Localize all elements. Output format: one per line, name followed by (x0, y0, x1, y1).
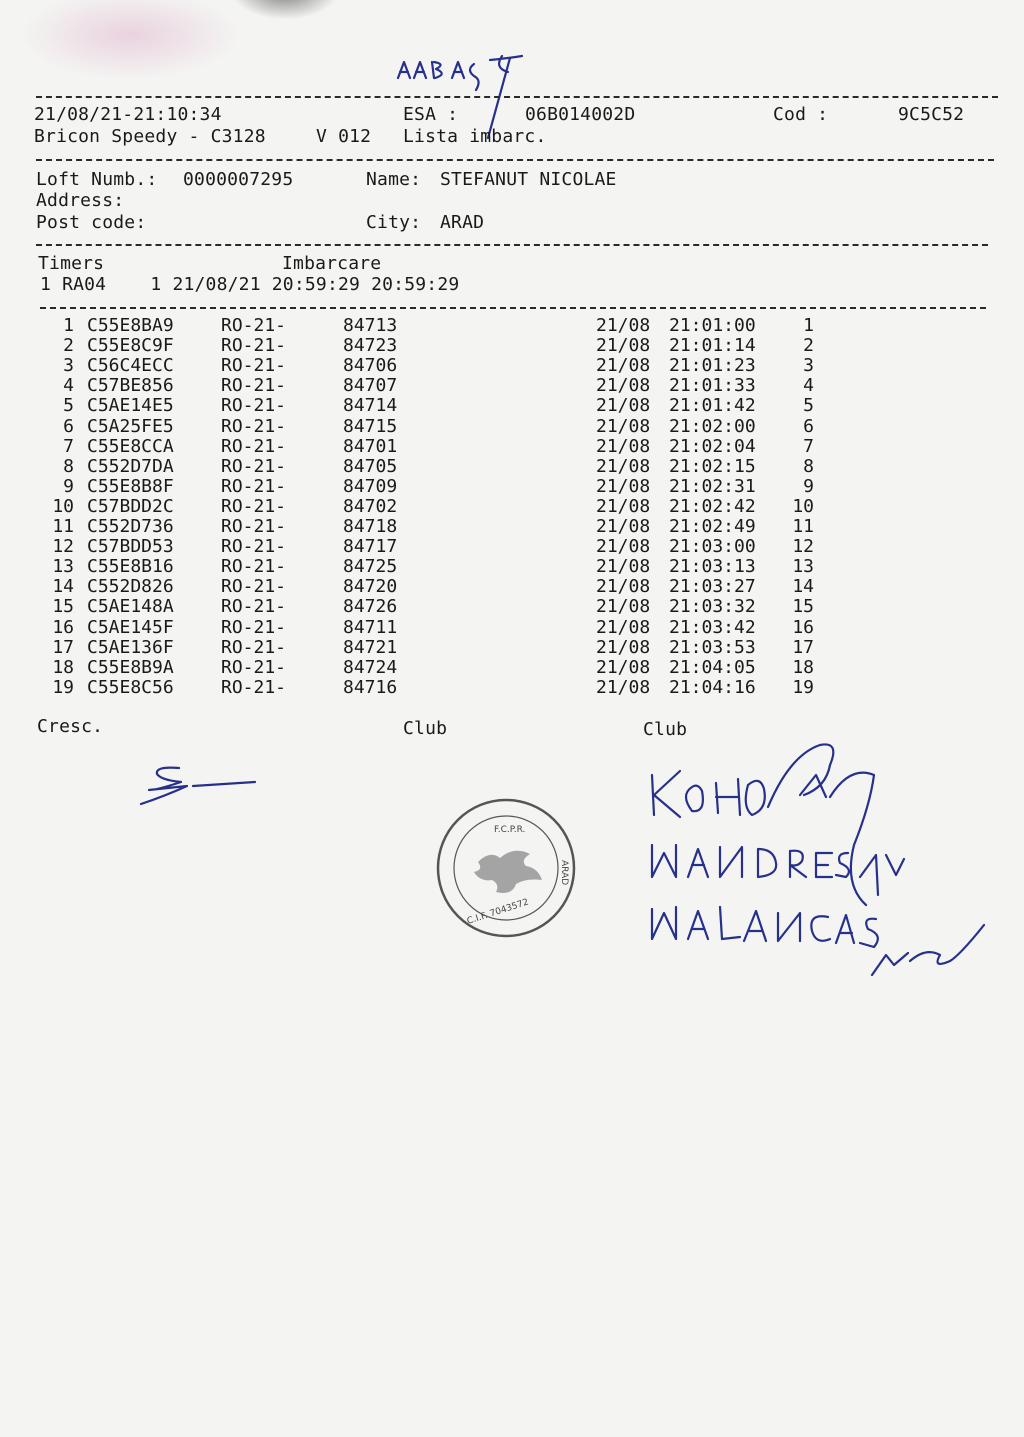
loft-value: 0000007295 (183, 169, 294, 190)
order-number: 14 (792, 576, 814, 598)
time: 21:04:16 (669, 676, 756, 698)
document-type: Lista imbarc. (403, 126, 547, 147)
ring-prefix: RO-21- (221, 636, 287, 658)
ring-prefix: RO-21- (221, 395, 287, 417)
ring-prefix: RO-21- (221, 576, 287, 598)
date: 21/08 (596, 656, 651, 678)
ring-number: 84724 (343, 656, 398, 678)
city-value: ARAD (440, 212, 485, 233)
ring-number: 84713 (343, 315, 398, 336)
separator (36, 244, 988, 246)
ring-prefix: RO-21- (221, 556, 287, 578)
time: 21:01:23 (669, 355, 756, 377)
date: 21/08 (596, 455, 651, 477)
date: 21/08 (596, 616, 651, 638)
chip-id: C57BDD2C (87, 495, 174, 517)
chip-id: C552D736 (87, 516, 174, 537)
time: 21:03:27 (669, 576, 756, 598)
ring-prefix: RO-21- (221, 616, 287, 638)
date: 21/08 (596, 576, 651, 598)
row-index: 7 (63, 435, 74, 457)
date: 21/08 (596, 596, 651, 618)
date: 21/08 (596, 556, 651, 578)
chip-id: C57BE856 (87, 375, 174, 397)
stamp-center-text: F.C.P.R. (494, 825, 526, 835)
row-index: 11 (52, 516, 74, 537)
row-index: 12 (52, 536, 74, 558)
timer-line: 1 RA04 1 21/08/21 20:59:29 20:59:29 (40, 274, 460, 295)
postcode-label: Post code: (36, 212, 147, 233)
time: 21:01:00 (669, 315, 756, 336)
ring-prefix: RO-21- (221, 355, 287, 377)
order-number: 16 (792, 616, 814, 638)
row-index: 16 (52, 616, 74, 638)
order-number: 13 (792, 556, 814, 578)
ring-prefix: RO-21- (221, 475, 287, 497)
ring-prefix: RO-21- (221, 495, 287, 517)
chip-id: C5AE14E5 (87, 395, 174, 417)
row-index: 9 (63, 475, 74, 497)
imbarcare-label: Imbarcare (282, 253, 382, 274)
ring-prefix: RO-21- (221, 455, 287, 477)
date: 21/08 (596, 475, 651, 497)
ring-number: 84715 (343, 415, 398, 437)
chip-id: C5AE136F (87, 636, 174, 658)
ring-prefix: RO-21- (221, 676, 287, 698)
club-label-1: Club (403, 718, 448, 739)
ring-number: 84717 (343, 536, 398, 558)
club-name: Bricon Speedy - C3128 (34, 126, 266, 147)
club-label-2: Club (643, 719, 688, 740)
chip-id: C5AE148A (87, 596, 174, 618)
row-index: 5 (63, 395, 74, 417)
order-number: 17 (792, 636, 814, 658)
ring-number: 84707 (343, 375, 398, 397)
time: 21:02:04 (669, 435, 756, 457)
timers-label: Timers (38, 253, 105, 274)
row-index: 2 (63, 335, 74, 357)
cod-value: 9C5C52 (898, 104, 965, 125)
date: 21/08 (596, 335, 651, 357)
date: 21/08 (596, 676, 651, 698)
order-number: 6 (803, 415, 814, 437)
order-number: 4 (803, 375, 814, 397)
chip-id: C55E8BA9 (87, 315, 174, 336)
row-index: 13 (52, 556, 74, 578)
order-number: 15 (792, 596, 814, 618)
row-index: 3 (63, 355, 74, 377)
chip-id: C55E8C9F (87, 335, 174, 357)
date: 21/08 (596, 495, 651, 517)
loft-label: Loft Numb.: (36, 169, 158, 190)
time: 21:02:15 (669, 455, 756, 477)
time: 21:01:33 (669, 375, 756, 397)
ring-prefix: RO-21- (221, 435, 287, 457)
order-number: 8 (803, 455, 814, 477)
ring-number: 84706 (343, 355, 398, 377)
order-number: 2 (803, 335, 814, 357)
version: V 012 (316, 126, 372, 147)
time: 21:03:42 (669, 616, 756, 638)
ring-number: 84723 (343, 335, 398, 357)
date: 21/08 (596, 516, 651, 537)
time: 21:02:49 (669, 516, 756, 537)
row-index: 14 (52, 576, 74, 598)
name-label: Name: (366, 169, 422, 190)
time: 21:02:42 (669, 495, 756, 517)
name-value: STEFANUT NICOLAE (440, 169, 617, 190)
ring-prefix: RO-21- (221, 375, 287, 397)
chip-id: C552D7DA (87, 455, 174, 477)
time: 21:02:31 (669, 475, 756, 497)
row-index: 17 (52, 636, 74, 658)
ring-prefix: RO-21- (221, 596, 287, 618)
chip-id: C57BDD53 (87, 536, 174, 558)
ring-prefix: RO-21- (221, 335, 287, 357)
ring-number: 84726 (343, 596, 398, 618)
order-number: 1 (803, 315, 814, 336)
row-index: 8 (63, 455, 74, 477)
separator (36, 159, 994, 161)
date: 21/08 (596, 435, 651, 457)
chip-id: C552D826 (87, 576, 174, 598)
row-index: 1 (63, 315, 74, 336)
ring-number: 84709 (343, 475, 398, 497)
time: 21:03:00 (669, 536, 756, 558)
chip-id: C55E8CCA (87, 435, 174, 457)
chip-id: C5A25FE5 (87, 415, 174, 437)
ring-number: 84705 (343, 455, 398, 477)
time: 21:03:13 (669, 556, 756, 578)
ring-number: 84714 (343, 395, 398, 417)
paper-stain (230, 0, 340, 20)
chip-id: C55E8B9A (87, 656, 174, 678)
ring-number: 84721 (343, 636, 398, 658)
esa-label: ESA : (403, 104, 459, 125)
club-stamp (434, 796, 578, 940)
time: 21:04:05 (669, 656, 756, 678)
time: 21:01:42 (669, 395, 756, 417)
ring-number: 84716 (343, 676, 398, 698)
esa-value: 06B014002D (525, 104, 636, 125)
order-number: 7 (803, 435, 814, 457)
time: 21:02:00 (669, 415, 756, 437)
ring-number: 84720 (343, 576, 398, 598)
order-number: 5 (803, 395, 814, 417)
chip-id: C55E8B16 (87, 556, 174, 578)
row-index: 6 (63, 415, 74, 437)
cresc-label: Cresc. (37, 716, 104, 737)
order-number: 3 (803, 355, 814, 377)
time: 21:03:32 (669, 596, 756, 618)
date: 21/08 (596, 395, 651, 417)
ring-prefix: RO-21- (221, 415, 287, 437)
row-index: 19 (52, 676, 74, 698)
chip-id: C55E8C56 (87, 676, 174, 698)
stamp-bottom-text: C.I.F. 7043572 (465, 897, 530, 927)
separator (40, 307, 986, 309)
date: 21/08 (596, 536, 651, 558)
date: 21/08 (596, 415, 651, 437)
cod-label: Cod : (773, 104, 829, 125)
stamp-side-text: ARAD (559, 860, 569, 886)
order-number: 11 (792, 516, 814, 537)
order-number: 18 (792, 656, 814, 678)
time: 21:03:53 (669, 636, 756, 658)
separator (36, 96, 998, 98)
dove-icon (474, 851, 542, 893)
club-signatures (640, 735, 990, 985)
ring-number: 84702 (343, 495, 398, 517)
order-number: 12 (792, 536, 814, 558)
chip-id: C56C4ECC (87, 355, 174, 377)
ring-prefix: RO-21- (221, 516, 287, 537)
date: 21/08 (596, 636, 651, 658)
row-index: 4 (63, 375, 74, 397)
paper-stain (20, 0, 240, 80)
order-number: 9 (803, 475, 814, 497)
ring-number: 84701 (343, 435, 398, 457)
order-number: 10 (792, 495, 814, 517)
row-index: 15 (52, 596, 74, 618)
ring-number: 84711 (343, 616, 398, 638)
row-index: 10 (52, 495, 74, 517)
chip-id: C5AE145F (87, 616, 174, 638)
fancier-signature (135, 760, 265, 810)
date: 21/08 (596, 355, 651, 377)
address-label: Address: (36, 190, 125, 211)
row-index: 18 (52, 656, 74, 678)
ring-number: 84725 (343, 556, 398, 578)
header-datetime: 21/08/21-21:10:34 (34, 104, 222, 125)
city-label: City: (366, 212, 422, 233)
date: 21/08 (596, 375, 651, 397)
ring-prefix: RO-21- (221, 315, 287, 336)
chip-id: C55E8B8F (87, 475, 174, 497)
ring-number: 84718 (343, 516, 398, 537)
time: 21:01:14 (669, 335, 756, 357)
ring-prefix: RO-21- (221, 536, 287, 558)
ring-prefix: RO-21- (221, 656, 287, 678)
order-number: 19 (792, 676, 814, 698)
date: 21/08 (596, 315, 651, 336)
